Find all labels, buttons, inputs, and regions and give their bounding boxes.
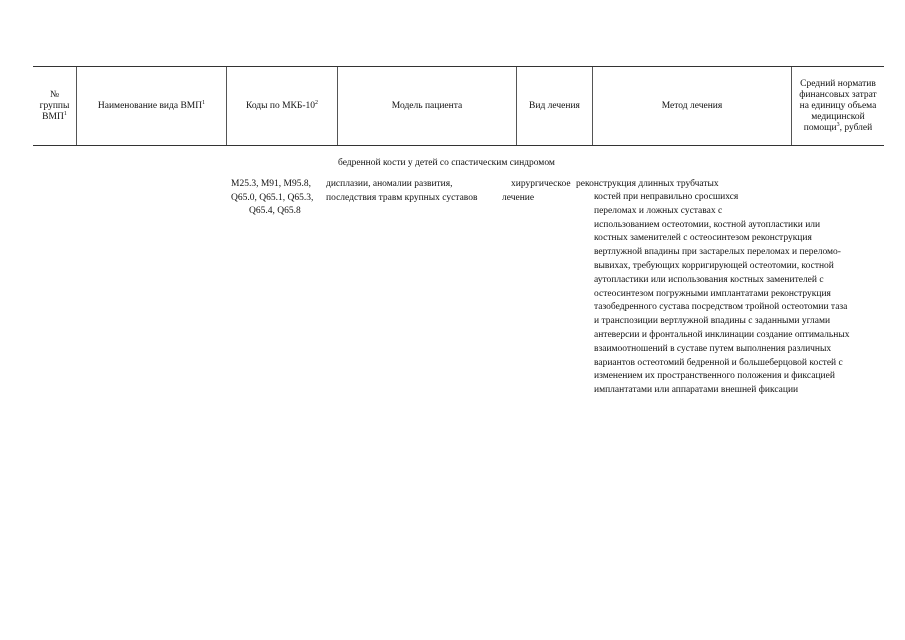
header-vmp-name-text: Наименование вида ВМП	[97, 100, 203, 111]
treatment-type-line-2: лечение	[502, 193, 535, 203]
method-line: вывихах, требующих корригирующей остеотомии, костной	[594, 260, 834, 271]
header-vmp-name	[77, 67, 226, 145]
header-icd-codes	[227, 67, 337, 145]
treatment-type-line-1: хирургическое	[511, 179, 571, 189]
method-line: вариантов остеотомий бедренной и большеберцовой костей с	[594, 357, 843, 368]
method-line: антеверсии и фронтальной инклинации создание оптимальных	[594, 329, 850, 340]
header-icd-codes-text: Коды по МКБ-10	[245, 100, 316, 111]
icd-codes-line-3: Q65.4, Q65.8	[249, 206, 301, 216]
model-continuation-text: бедренной кости у детей со спастическим синдромом	[338, 158, 555, 168]
header-cost-standard	[792, 67, 884, 145]
method-line: тазобедренного сустава посредством тройной остеотомии таза	[594, 302, 848, 313]
method-line: костных заменителей с остеосинтезом реконструкция	[594, 233, 812, 244]
treatment-method-text	[594, 191, 886, 398]
header-group-sup: 1	[63, 110, 67, 117]
header-treatment-type	[517, 67, 592, 145]
method-line: вертлужной впадины при застарелых переломах и переломо-	[594, 247, 841, 258]
header-group-line-2: группы	[39, 100, 70, 111]
header-icd-codes-sup: 2	[315, 99, 319, 106]
header-group-number	[33, 67, 76, 145]
header-cost-line-3: на единицу объема	[799, 100, 877, 111]
header-group-line-3: ВМП	[42, 111, 64, 122]
method-line: аутопластики или использования костных заменителей с	[594, 274, 824, 285]
method-line: изменением их пространственного положения и фиксацией	[594, 371, 835, 382]
header-cost-line-5: помощи	[803, 122, 837, 133]
method-line: имплантатами или аппаратами внешней фиксации	[594, 385, 799, 396]
header-treatment-method	[593, 67, 791, 145]
table-header	[33, 66, 884, 146]
method-line: остеосинтезом погружными имплантатами реконструкция	[594, 288, 831, 299]
method-line: костей при неправильно сросшихся	[594, 192, 739, 202]
header-cost-line-1: Средний норматив	[800, 78, 876, 89]
header-patient-model-text: Модель пациента	[391, 100, 463, 111]
header-patient-model	[338, 67, 516, 145]
header-treatment-method-text: Метод лечения	[661, 100, 723, 111]
method-line: и транспозиции вертлужной впадины с заданными углами	[594, 316, 831, 327]
header-cost-line-2: финансовых затрат	[799, 89, 877, 100]
header-group-line-1: №	[49, 89, 60, 100]
patient-model-line-1: дисплазии, аномалии развития,	[326, 179, 453, 189]
method-line-first: реконструкция длинных трубчатых	[576, 179, 719, 189]
method-line: переломах и ложных суставах с	[594, 205, 723, 216]
icd-codes-line-2: Q65.0, Q65.1, Q65.3,	[231, 193, 314, 203]
patient-model-line-2: последствия травм крупных суставов	[326, 193, 478, 203]
header-cost-tail: , рублей	[839, 122, 873, 133]
icd-codes-line-1: M25.3, M91, M95.8,	[231, 179, 311, 189]
header-cost-sup: 3	[836, 121, 840, 128]
method-line: взаимоотношений в суставе путем выполнения различных	[594, 343, 832, 354]
header-cost-line-4: медицинской	[811, 111, 865, 122]
header-treatment-type-text: Вид лечения	[529, 100, 580, 111]
header-vmp-name-sup: 1	[202, 99, 206, 106]
method-line: использованием остеотомии, костной аутопластики или	[594, 219, 821, 230]
